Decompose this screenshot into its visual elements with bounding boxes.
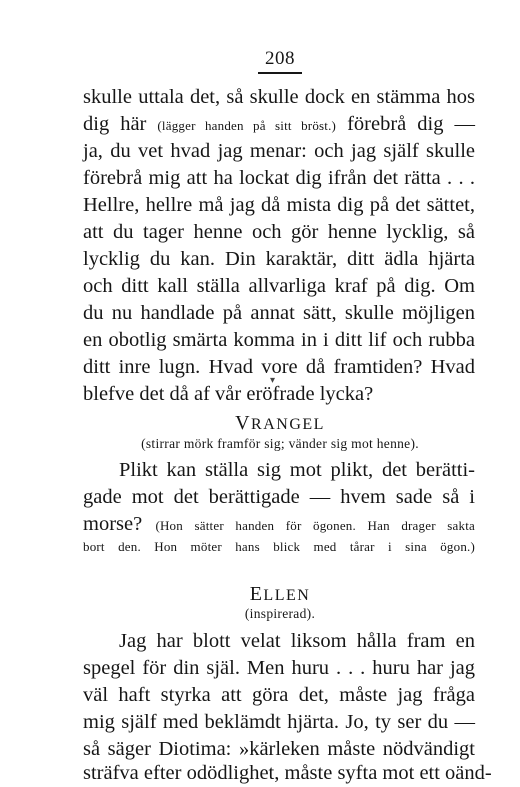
text-line: så säger Diotima: »kärleken måste nödvändigt bbox=[83, 738, 475, 760]
text-line: förebrå mig att ha lockat dig ifrån det rätta . . . bbox=[83, 167, 475, 189]
text-line: mig själf med beklämdt hjärta. Jo, ty ser du — bbox=[83, 711, 475, 733]
text-line: lycklig du kan. Din karaktär, ditt ädla hjärta bbox=[83, 248, 475, 270]
text-line: gade mot det berättigade — hvem sade så i bbox=[83, 486, 475, 508]
stage-direction: (inspirerad). bbox=[244, 606, 316, 621]
stage-direction-line: bort den. Hon möter hans blick med tårar i sina ögon.) bbox=[83, 539, 475, 554]
text-line: ditt inre lugn. Hvad vore då framtiden? Hvad bbox=[83, 356, 475, 378]
text-line: spegel för din själ. Men huru . . . huru har jag bbox=[83, 657, 475, 679]
text-segment: morse? bbox=[83, 513, 156, 535]
speaker-name bbox=[40, 583, 520, 606]
text-line: att du tager henne och gör henne lycklig, så bbox=[83, 221, 475, 243]
page-number: 208 bbox=[265, 48, 295, 69]
speaker-rest: RANGEL bbox=[251, 416, 325, 433]
text-line: Plikt kan ställa sig mot plikt, det berätti- bbox=[119, 459, 475, 481]
inline-stage-direction: (Hon sätter handen för ögonen. Han drager sakta bbox=[155, 518, 475, 533]
speaker-name bbox=[40, 412, 520, 435]
text-line: Jag har blott velat liksom hålla fram en bbox=[119, 630, 475, 652]
text-line: du nu handlade på annat sätt, skulle möjligen bbox=[83, 302, 475, 324]
inline-stage-direction: (lägger handen på sitt bröst.) bbox=[157, 118, 337, 133]
text-line: sträfva efter odödlighet, måste syfta mot ett oänd- bbox=[83, 762, 492, 784]
print-speck: ▾ bbox=[270, 375, 276, 386]
page-number-rule bbox=[258, 72, 302, 74]
speaker-rest: LLEN bbox=[263, 587, 311, 604]
speaker-initial: E bbox=[249, 583, 264, 605]
speaker-initial: V bbox=[235, 412, 252, 434]
text-line: väl haft styrka att göra det, måste jag fråga bbox=[83, 684, 475, 706]
text-line: en obotlig smärta komma in i ditt lif och rubba bbox=[83, 329, 475, 351]
text-segment: förebrå dig — bbox=[336, 113, 476, 135]
text-line: och ditt kall ställa allvarliga kraf på dig. Om bbox=[83, 275, 475, 297]
text-line: Hellre, hellre må jag då mista dig på det sättet, bbox=[83, 194, 475, 216]
text-line-with-stage-direction bbox=[83, 111, 475, 139]
stage-direction: (stirrar mörk framför sig; vänder sig mot henne). bbox=[141, 436, 419, 451]
text-line: skulle uttala det, så skulle dock en stämma hos bbox=[83, 86, 475, 108]
text-line: ja, du vet hvad jag menar: och jag själf skulle bbox=[83, 140, 475, 162]
text-segment: dig här bbox=[83, 113, 158, 135]
text-line: blefve det då af vår eröfrade lycka? bbox=[83, 383, 374, 405]
